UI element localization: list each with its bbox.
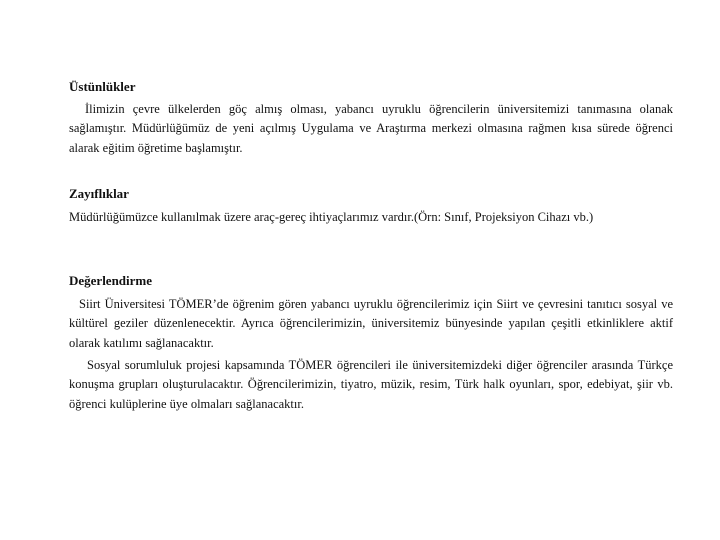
strengths-paragraph: İlimizin çevre ülkelerden göç almış olması, yabancı uyruklu öğrencilerin üniversitemizi tanımasına olanak sağlamıştır. Müdürlüğümüz de yeni açılmış Uygulama ve Araştırma merkezi olmasına rağmen kısa sürede öğrenci alarak eğitim öğretime başlamıştır. <box>69 102 673 155</box>
section-heading-weaknesses: Zayıflıklar <box>69 186 129 201</box>
section-heading-evaluation: Değerlendirme <box>69 273 153 288</box>
section-heading-strengths: Üstünlükler <box>69 79 136 94</box>
document-page <box>69 0 673 540</box>
weaknesses-paragraph: Müdürlüğümüzce kullanılmak üzere araç-gereç ihtiyaçlarımız vardır.(Örn: Sınıf, Projeksiyon Cihazı vb.) <box>69 210 594 224</box>
evaluation-paragraph-1: Siirt Üniversitesi TÖMER’de öğrenim gören yabancı uyruklu öğrencilerimiz için Siirt ve çevresini tanıtıcı sosyal ve kültürel geziler düzenlenecektir. Ayrıca öğrencilerimizin, üniversitemiz bünyesinde yapılan çeşitli etkinliklere aktif olarak katılımı sağlanacaktır. <box>69 297 673 350</box>
evaluation-paragraph-2: Sosyal sorumluluk projesi kapsamında TÖMER öğrencileri ile üniversitemizdeki diğer öğrenciler arasında Türkçe konuşma grupları oluşturulacaktır. Öğrencilerimizin, tiyatro, müzik, resim, Türk halk oyunları, spor, edebiyat, şiir vb. öğrenci kulüplerine üye olmaları sağlanacaktır. <box>69 358 673 411</box>
